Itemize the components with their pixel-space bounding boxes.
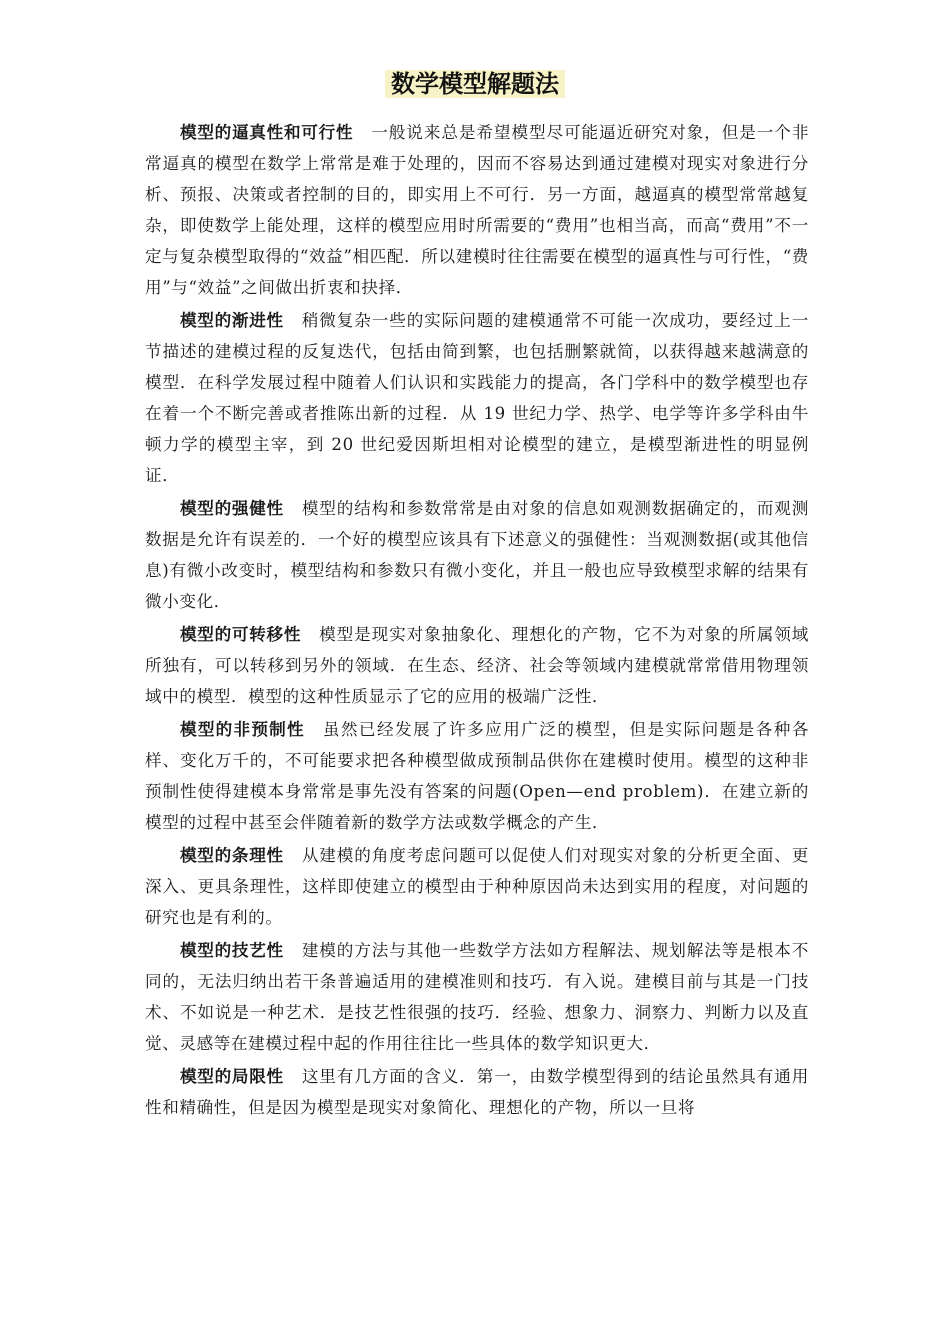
paragraph-orderliness bbox=[145, 840, 809, 933]
paragraph-heading: 模型的条理性 bbox=[180, 846, 284, 865]
paragraph-heading: 模型的非预制性 bbox=[180, 720, 305, 739]
paragraph-text: 模型的结构和参数常常是由对象的信息如观测数据确定的，而观测数据是允许有误差的．一个好的模型应该具有下述意义的强健性：当观测数据(或其他信息)有微小改变时，模型结构和参数只有微小变化，并且一般也应导致模型求解的结果有微小变化． bbox=[145, 499, 809, 611]
paragraph-gradualness bbox=[145, 305, 809, 491]
paragraph-text: 模型是现实对象抽象化、理想化的产物，它不为对象的所属领域所独有，可以转移到另外的领域．在生态、经济、社会等领域内建模就常常借用物理领域中的模型．模型的这种性质显示了它的应用的极端广泛性． bbox=[145, 625, 809, 706]
document-body bbox=[145, 117, 809, 1125]
paragraph-artistry bbox=[145, 935, 809, 1059]
paragraph-text: 一般说来总是希望模型尽可能逼近研究对象，但是一个非常逼真的模型在数学上常常是难于处理的，因而不容易达到通过建模对现实对象进行分析、预报、决策或者控制的目的，即实用上不可行．另一方面，越逼真的模型常常越复杂，即使数学上能处理，这样的模型应用时所需要的“费用”也相当高，而高“费用”不一定与复杂模型取得的“效益”相匹配．所以建模时往往需要在模型的逼真性与可行性，“费用”与“效益”之间做出折衷和抉择． bbox=[145, 123, 810, 297]
title-text: 数学模型解题法 bbox=[385, 70, 565, 98]
paragraph-heading: 模型的渐进性 bbox=[180, 311, 284, 330]
paragraph-fidelity-feasibility bbox=[145, 117, 809, 303]
paragraph-text: 建模的方法与其他一些数学方法如方程解法、规划解法等是根本不同的，无法归纳出若干条普遍适用的建模准则和技巧．有入说。建模目前与其是一门技术、不如说是一种艺术．是技艺性很强的技巧．经验、想象力、洞察力、判断力以及直觉、灵感等在建模过程中起的作用往往比一些具体的数学知识更大． bbox=[145, 941, 809, 1053]
paragraph-heading: 模型的技艺性 bbox=[180, 941, 284, 960]
paragraph-limitations bbox=[145, 1061, 809, 1123]
paragraph-text: 稍微复杂一些的实际问题的建模通常不可能一次成功，要经过上一节描述的建模过程的反复迭代，包括由简到繁，也包括删繁就简，以获得越来越满意的模型．在科学发展过程中随着人们认识和实践能力的提高，各门学科中的数学模型也存在着一个不断完善或者推陈出新的过程．从 19 世纪力学、热学、电学等许多学科由牛顿力学的模型主宰，到 20 世纪爱因斯坦相对论模型的建立，是模型渐进性的明显例证． bbox=[145, 311, 809, 485]
paragraph-robustness bbox=[145, 493, 809, 617]
paragraph-heading: 模型的可转移性 bbox=[180, 625, 302, 644]
paragraph-heading: 模型的逼真性和可行性 bbox=[180, 123, 354, 142]
paragraph-text: 这里有几方面的含义．第一，由数学模型得到的结论虽然具有通用性和精确性，但是因为模型是现实对象简化、理想化的产物，所以一旦将 bbox=[145, 1067, 809, 1117]
paragraph-transferability bbox=[145, 619, 809, 712]
paragraph-non-prefabrication bbox=[145, 714, 809, 838]
paragraph-text: 虽然已经发展了许多应用广泛的模型，但是实际问题是各种各样、变化万千的，不可能要求把各种模型做成预制品供你在建模时使用。模型的这种非预制性使得建模本身常常是事先没有答案的问题(Open—end problem)．在建立新的模型的过程中甚至会伴随着新的数学方法或数学概念的产生． bbox=[145, 720, 809, 832]
paragraph-heading: 模型的强健性 bbox=[180, 499, 284, 518]
document-title bbox=[0, 66, 950, 102]
paragraph-text: 从建模的角度考虑问题可以促使人们对现实对象的分析更全面、更深入、更具条理性，这样即使建立的模型由于种种原因尚未达到实用的程度，对问题的研究也是有利的。 bbox=[145, 846, 809, 927]
paragraph-heading: 模型的局限性 bbox=[180, 1067, 284, 1086]
